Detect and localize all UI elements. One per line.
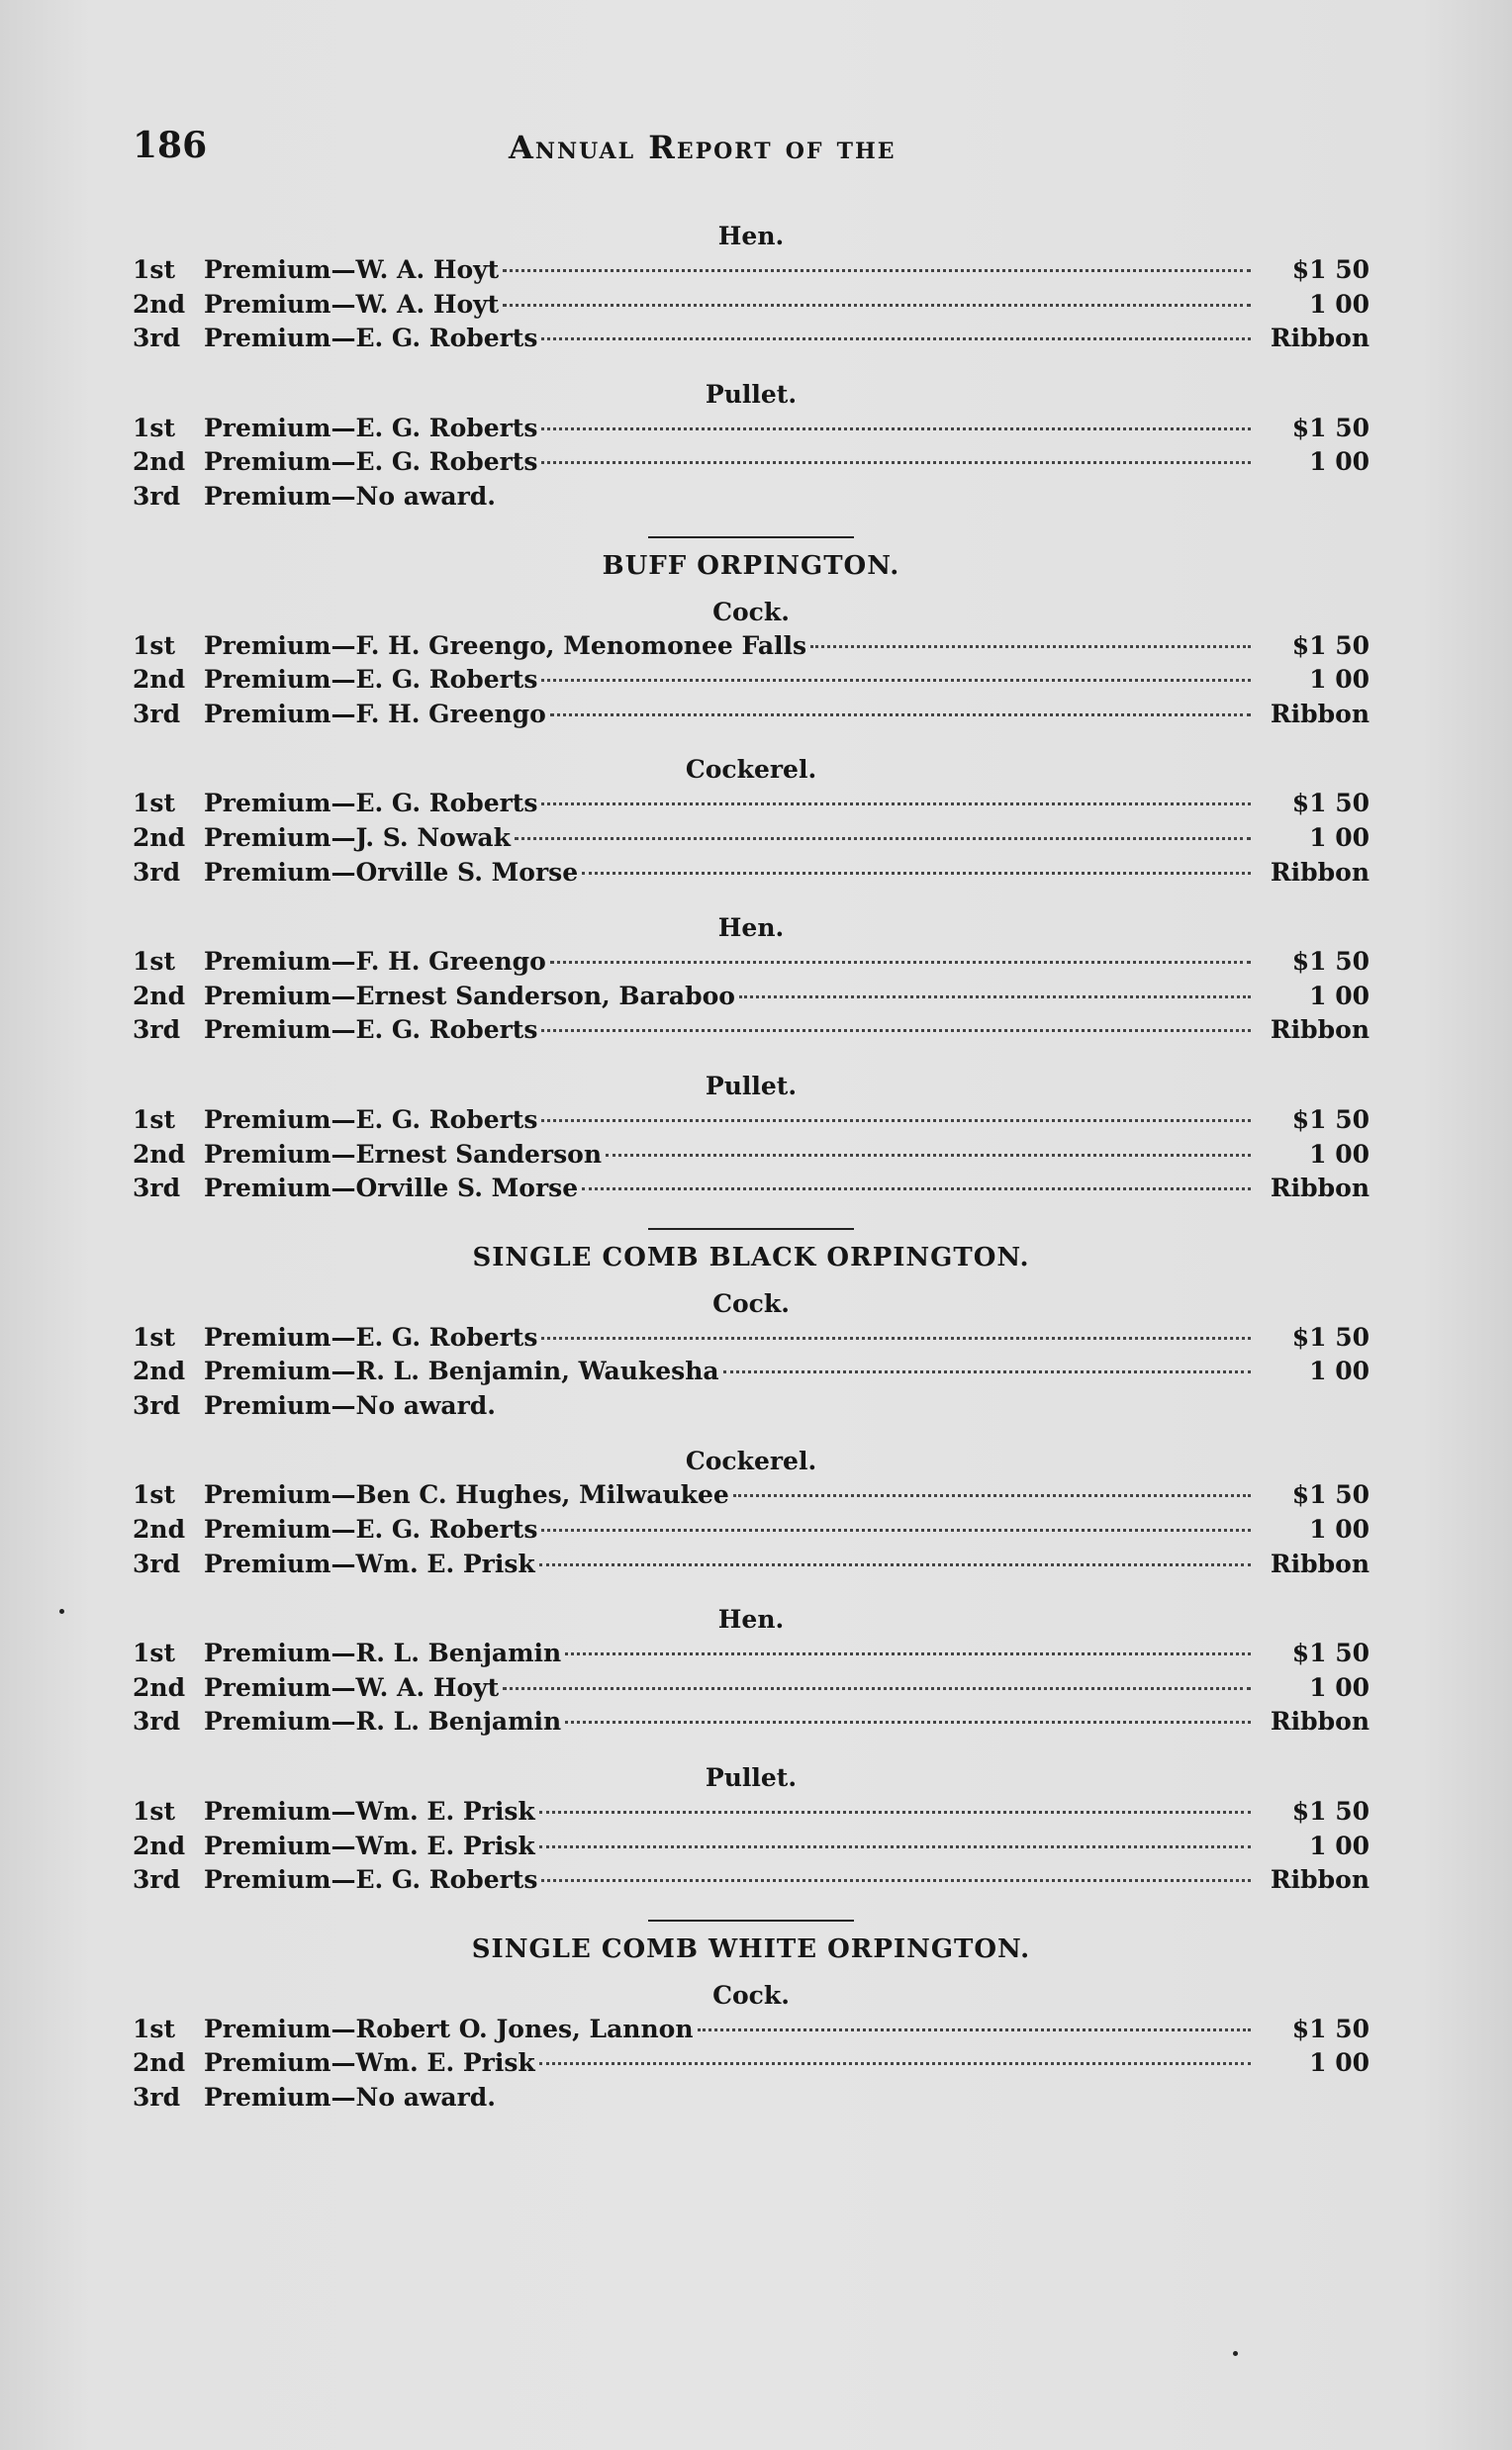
winner-name: E. G. Roberts bbox=[355, 413, 538, 442]
class-heading: Cockerel. bbox=[685, 1447, 817, 1476]
place: 3rd bbox=[133, 1865, 181, 1895]
award-label: Premium bbox=[204, 630, 331, 660]
award-label: Premium bbox=[204, 1174, 331, 1203]
em-dash: — bbox=[331, 699, 356, 728]
place: 3rd bbox=[133, 1174, 181, 1203]
dot-leader bbox=[541, 1879, 1251, 1882]
winner-name: Ben C. Hughes, Milwaukee bbox=[355, 1480, 729, 1510]
award-label: Premium bbox=[204, 1672, 331, 1702]
em-dash: — bbox=[331, 1357, 356, 1386]
premium-entry bbox=[133, 980, 1370, 1014]
dot-leader bbox=[723, 1370, 1251, 1373]
winner-name: Robert O. Jones, Lannon bbox=[355, 2014, 694, 2043]
premium-entries bbox=[133, 2013, 1370, 2116]
winner-name: E. G. Roberts bbox=[355, 1515, 538, 1545]
award-label: Premium bbox=[204, 665, 331, 695]
prize-amount: $1 50 bbox=[1291, 413, 1370, 442]
em-dash: — bbox=[331, 789, 356, 818]
dot-leader bbox=[541, 1337, 1251, 1340]
premium-entry bbox=[133, 787, 1370, 821]
em-dash: — bbox=[331, 822, 356, 852]
running-title: Annual Report of the bbox=[509, 129, 897, 166]
premium-entry bbox=[133, 480, 1370, 515]
dot-leader bbox=[541, 1529, 1251, 1532]
dot-leader bbox=[582, 872, 1251, 875]
em-dash: — bbox=[331, 1549, 356, 1578]
premium-entries bbox=[133, 1103, 1370, 1206]
prize-amount: $1 50 bbox=[1291, 1104, 1370, 1134]
winner-name: F. H. Greengo bbox=[355, 699, 546, 728]
print-speck bbox=[59, 1609, 64, 1614]
em-dash: — bbox=[331, 481, 356, 511]
dot-leader bbox=[541, 1119, 1251, 1122]
place: 3rd bbox=[133, 1390, 181, 1420]
premium-entry bbox=[133, 322, 1370, 356]
prize-amount: Ribbon bbox=[1270, 699, 1370, 728]
premium-entries bbox=[133, 1321, 1370, 1424]
winner-name: F. H. Greengo, Menomonee Falls bbox=[355, 630, 807, 660]
em-dash: — bbox=[331, 630, 356, 660]
prize-amount: Ribbon bbox=[1270, 1865, 1370, 1895]
place: 1st bbox=[133, 947, 176, 977]
premium-entry bbox=[133, 1705, 1370, 1740]
premium-entry bbox=[133, 1321, 1370, 1356]
place: 1st bbox=[133, 1322, 176, 1352]
page-number: 186 bbox=[133, 125, 208, 166]
award-label: Premium bbox=[204, 1390, 331, 1420]
dot-leader bbox=[541, 427, 1251, 430]
em-dash: — bbox=[331, 413, 356, 442]
winner-name: Orville S. Morse bbox=[355, 1174, 579, 1203]
dot-leader bbox=[550, 961, 1251, 964]
prize-amount: $1 50 bbox=[1291, 255, 1370, 284]
winner-name: F. H. Greengo bbox=[355, 947, 546, 977]
premium-entry bbox=[133, 412, 1370, 446]
winner-name: E. G. Roberts bbox=[355, 1322, 538, 1352]
winner-name: E. G. Roberts bbox=[355, 447, 538, 477]
dot-leader bbox=[539, 2062, 1251, 2065]
award-label: Premium bbox=[204, 289, 331, 319]
winner-name: W. A. Hoyt bbox=[355, 255, 500, 284]
winner-name: E. G. Roberts bbox=[355, 665, 538, 695]
award-label: Premium bbox=[204, 822, 331, 852]
premium-entries bbox=[133, 412, 1370, 515]
em-dash: — bbox=[331, 2014, 356, 2043]
place: 2nd bbox=[133, 665, 186, 695]
premium-entry bbox=[133, 629, 1370, 664]
class-heading: Hen. bbox=[717, 222, 785, 250]
winner-name: E. G. Roberts bbox=[355, 789, 538, 818]
em-dash: — bbox=[331, 1139, 356, 1169]
award-label: Premium bbox=[204, 2048, 331, 2078]
dot-leader bbox=[606, 1154, 1251, 1157]
premium-entries bbox=[133, 629, 1370, 732]
prize-amount: 1 00 bbox=[1309, 822, 1370, 852]
award-label: Premium bbox=[204, 1707, 331, 1737]
premium-entry bbox=[133, 1389, 1370, 1424]
prize-amount: Ribbon bbox=[1270, 857, 1370, 887]
print-speck bbox=[1233, 2351, 1238, 2356]
premium-entry bbox=[133, 1172, 1370, 1206]
place: 1st bbox=[133, 2014, 176, 2043]
winner-name: E. G. Roberts bbox=[355, 1104, 538, 1134]
award-label: Premium bbox=[204, 2014, 331, 2043]
place: 3rd bbox=[133, 1549, 181, 1578]
prize-amount: 1 00 bbox=[1309, 2048, 1370, 2078]
dot-leader bbox=[565, 1652, 1251, 1655]
dot-leader bbox=[503, 304, 1251, 307]
premium-entry bbox=[133, 1103, 1370, 1138]
dot-leader bbox=[541, 679, 1251, 682]
em-dash: — bbox=[331, 1865, 356, 1895]
em-dash: — bbox=[331, 324, 356, 353]
dot-leader bbox=[698, 2028, 1252, 2031]
premium-entry bbox=[133, 698, 1370, 732]
section-heading: SINGLE COMB WHITE ORPINGTON. bbox=[471, 1933, 1031, 1964]
winner-name: E. G. Roberts bbox=[355, 1015, 538, 1045]
prize-amount: $1 50 bbox=[1291, 630, 1370, 660]
winner-name: Ernest Sanderson, Baraboo bbox=[355, 981, 735, 1010]
class-heading: Pullet. bbox=[705, 379, 798, 409]
dot-leader bbox=[541, 802, 1251, 805]
em-dash: — bbox=[331, 1831, 356, 1860]
winner-name: Wm. E. Prisk bbox=[355, 1549, 535, 1578]
winner-name: No award. bbox=[355, 2083, 496, 2112]
em-dash: — bbox=[331, 1797, 356, 1827]
premium-entry bbox=[133, 1013, 1370, 1048]
prize-amount: 1 00 bbox=[1309, 981, 1370, 1010]
place: 2nd bbox=[133, 1357, 186, 1386]
premium-entries bbox=[133, 253, 1370, 356]
prize-amount: Ribbon bbox=[1270, 1174, 1370, 1203]
em-dash: — bbox=[331, 857, 356, 887]
award-label: Premium bbox=[204, 1797, 331, 1827]
winner-name: Wm. E. Prisk bbox=[355, 1831, 535, 1860]
class-heading: Hen. bbox=[717, 913, 785, 943]
prize-amount: $1 50 bbox=[1291, 1480, 1370, 1510]
em-dash: — bbox=[331, 1707, 356, 1737]
section-divider bbox=[648, 1920, 854, 1922]
place: 3rd bbox=[133, 857, 181, 887]
premium-entry bbox=[133, 1513, 1370, 1548]
award-label: Premium bbox=[204, 1831, 331, 1860]
prize-amount: 1 00 bbox=[1309, 665, 1370, 695]
em-dash: — bbox=[331, 1015, 356, 1045]
dot-leader bbox=[565, 1721, 1251, 1724]
class-heading: Cockerel. bbox=[685, 755, 817, 785]
prize-amount: Ribbon bbox=[1270, 1549, 1370, 1578]
prize-amount: $1 50 bbox=[1291, 789, 1370, 818]
premium-entry bbox=[133, 1548, 1370, 1582]
prize-amount: $1 50 bbox=[1291, 2014, 1370, 2043]
award-label: Premium bbox=[204, 699, 331, 728]
em-dash: — bbox=[331, 947, 356, 977]
dot-leader bbox=[539, 1811, 1251, 1814]
premium-entry bbox=[133, 663, 1370, 698]
prize-amount: Ribbon bbox=[1270, 1707, 1370, 1737]
dot-leader bbox=[582, 1187, 1251, 1190]
dot-leader bbox=[541, 461, 1251, 464]
dot-leader bbox=[733, 1494, 1251, 1497]
premium-entry bbox=[133, 1478, 1370, 1513]
dot-leader bbox=[550, 713, 1251, 716]
place: 1st bbox=[133, 1639, 176, 1668]
prize-amount: $1 50 bbox=[1291, 947, 1370, 977]
dot-leader bbox=[539, 1845, 1251, 1848]
premium-entries bbox=[133, 1795, 1370, 1898]
class-heading: Cock. bbox=[712, 1288, 790, 1318]
award-label: Premium bbox=[204, 1104, 331, 1134]
em-dash: — bbox=[331, 2083, 356, 2112]
award-label: Premium bbox=[204, 413, 331, 442]
dot-leader bbox=[515, 837, 1251, 840]
award-label: Premium bbox=[204, 789, 331, 818]
place: 3rd bbox=[133, 1707, 181, 1737]
em-dash: — bbox=[331, 2048, 356, 2078]
place: 1st bbox=[133, 255, 176, 284]
prize-amount: Ribbon bbox=[1270, 324, 1370, 353]
section-divider bbox=[648, 536, 854, 538]
place: 1st bbox=[133, 789, 176, 818]
place: 2nd bbox=[133, 1831, 186, 1860]
place: 3rd bbox=[133, 2083, 181, 2112]
prize-amount: $1 50 bbox=[1291, 1797, 1370, 1827]
winner-name: W. A. Hoyt bbox=[355, 1672, 500, 1702]
place: 1st bbox=[133, 413, 176, 442]
award-label: Premium bbox=[204, 1322, 331, 1352]
award-label: Premium bbox=[204, 255, 331, 284]
place: 2nd bbox=[133, 981, 186, 1010]
premium-entry bbox=[133, 1863, 1370, 1898]
premium-entry bbox=[133, 1138, 1370, 1173]
premium-entries bbox=[133, 787, 1370, 890]
em-dash: — bbox=[331, 1515, 356, 1545]
place: 3rd bbox=[133, 481, 181, 511]
award-label: Premium bbox=[204, 481, 331, 511]
winner-name: E. G. Roberts bbox=[355, 324, 538, 353]
premium-entry bbox=[133, 1795, 1370, 1830]
section-heading: BUFF ORPINGTON. bbox=[602, 550, 900, 581]
em-dash: — bbox=[331, 255, 356, 284]
premium-entry bbox=[133, 2046, 1370, 2081]
winner-name: J. S. Nowak bbox=[355, 822, 511, 852]
premium-entry bbox=[133, 1671, 1370, 1706]
class-heading: Pullet. bbox=[705, 1763, 798, 1793]
place: 2nd bbox=[133, 2048, 186, 2078]
em-dash: — bbox=[331, 1480, 356, 1510]
premium-entry bbox=[133, 1830, 1370, 1864]
award-label: Premium bbox=[204, 1865, 331, 1895]
em-dash: — bbox=[331, 1390, 356, 1420]
place: 3rd bbox=[133, 1015, 181, 1045]
em-dash: — bbox=[331, 1639, 356, 1668]
premium-entry bbox=[133, 856, 1370, 891]
place: 3rd bbox=[133, 699, 181, 728]
place: 2nd bbox=[133, 447, 186, 477]
premium-entry bbox=[133, 288, 1370, 323]
class-heading: Cock. bbox=[712, 597, 790, 626]
dot-leader bbox=[541, 337, 1251, 340]
place: 2nd bbox=[133, 1139, 186, 1169]
prize-amount: 1 00 bbox=[1309, 447, 1370, 477]
winner-name: R. L. Benjamin, Waukesha bbox=[355, 1357, 719, 1386]
prize-amount: Ribbon bbox=[1270, 1015, 1370, 1045]
premium-entry bbox=[133, 2081, 1370, 2116]
premium-entry bbox=[133, 821, 1370, 856]
dot-leader bbox=[810, 645, 1251, 648]
prize-amount: 1 00 bbox=[1309, 1672, 1370, 1702]
section-divider bbox=[648, 1228, 854, 1230]
winner-name: R. L. Benjamin bbox=[355, 1707, 562, 1737]
prize-amount: 1 00 bbox=[1309, 1139, 1370, 1169]
em-dash: — bbox=[331, 665, 356, 695]
place: 2nd bbox=[133, 1672, 186, 1702]
winner-name: W. A. Hoyt bbox=[355, 289, 500, 319]
dot-leader bbox=[503, 269, 1251, 272]
em-dash: — bbox=[331, 981, 356, 1010]
premium-entries bbox=[133, 1478, 1370, 1581]
winner-name: Wm. E. Prisk bbox=[355, 2048, 535, 2078]
em-dash: — bbox=[331, 289, 356, 319]
premium-list bbox=[133, 220, 1370, 2137]
premium-entry bbox=[133, 253, 1370, 288]
premium-entry bbox=[133, 945, 1370, 980]
award-label: Premium bbox=[204, 447, 331, 477]
premium-entry bbox=[133, 1637, 1370, 1671]
winner-name: Orville S. Morse bbox=[355, 857, 579, 887]
place: 2nd bbox=[133, 289, 186, 319]
place: 1st bbox=[133, 1797, 176, 1827]
em-dash: — bbox=[331, 1104, 356, 1134]
premium-entry bbox=[133, 1355, 1370, 1389]
award-label: Premium bbox=[204, 1515, 331, 1545]
award-label: Premium bbox=[204, 1139, 331, 1169]
winner-name: Ernest Sanderson bbox=[355, 1139, 603, 1169]
premium-entry bbox=[133, 445, 1370, 480]
award-label: Premium bbox=[204, 324, 331, 353]
dot-leader bbox=[739, 995, 1251, 998]
winner-name: No award. bbox=[355, 1390, 496, 1420]
winner-name: R. L. Benjamin bbox=[355, 1639, 562, 1668]
award-label: Premium bbox=[204, 1015, 331, 1045]
award-label: Premium bbox=[204, 2083, 331, 2112]
award-label: Premium bbox=[204, 1357, 331, 1386]
class-heading: Pullet. bbox=[705, 1071, 798, 1100]
award-label: Premium bbox=[204, 947, 331, 977]
premium-entries bbox=[133, 1637, 1370, 1740]
dot-leader bbox=[541, 1029, 1251, 1032]
award-label: Premium bbox=[204, 857, 331, 887]
class-heading: Hen. bbox=[717, 1605, 785, 1635]
place: 2nd bbox=[133, 1515, 186, 1545]
prize-amount: 1 00 bbox=[1309, 1831, 1370, 1860]
class-heading: Cock. bbox=[712, 1980, 790, 2010]
award-label: Premium bbox=[204, 981, 331, 1010]
dot-leader bbox=[503, 1687, 1251, 1690]
winner-name: E. G. Roberts bbox=[355, 1865, 538, 1895]
award-label: Premium bbox=[204, 1480, 331, 1510]
place: 3rd bbox=[133, 324, 181, 353]
em-dash: — bbox=[331, 447, 356, 477]
section-heading: SINGLE COMB BLACK ORPINGTON. bbox=[472, 1242, 1030, 1272]
award-label: Premium bbox=[204, 1639, 331, 1668]
em-dash: — bbox=[331, 1174, 356, 1203]
place: 1st bbox=[133, 1480, 176, 1510]
winner-name: No award. bbox=[355, 481, 496, 511]
prize-amount: 1 00 bbox=[1309, 289, 1370, 319]
em-dash: — bbox=[331, 1672, 356, 1702]
place: 1st bbox=[133, 1104, 176, 1134]
page-header bbox=[133, 125, 1370, 184]
prize-amount: 1 00 bbox=[1309, 1357, 1370, 1386]
em-dash: — bbox=[331, 1322, 356, 1352]
premium-entry bbox=[133, 2013, 1370, 2047]
award-label: Premium bbox=[204, 1549, 331, 1578]
winner-name: Wm. E. Prisk bbox=[355, 1797, 535, 1827]
premium-entries bbox=[133, 945, 1370, 1048]
prize-amount: 1 00 bbox=[1309, 1515, 1370, 1545]
place: 2nd bbox=[133, 822, 186, 852]
place: 1st bbox=[133, 630, 176, 660]
prize-amount: $1 50 bbox=[1291, 1322, 1370, 1352]
prize-amount: $1 50 bbox=[1291, 1639, 1370, 1668]
dot-leader bbox=[539, 1563, 1251, 1566]
